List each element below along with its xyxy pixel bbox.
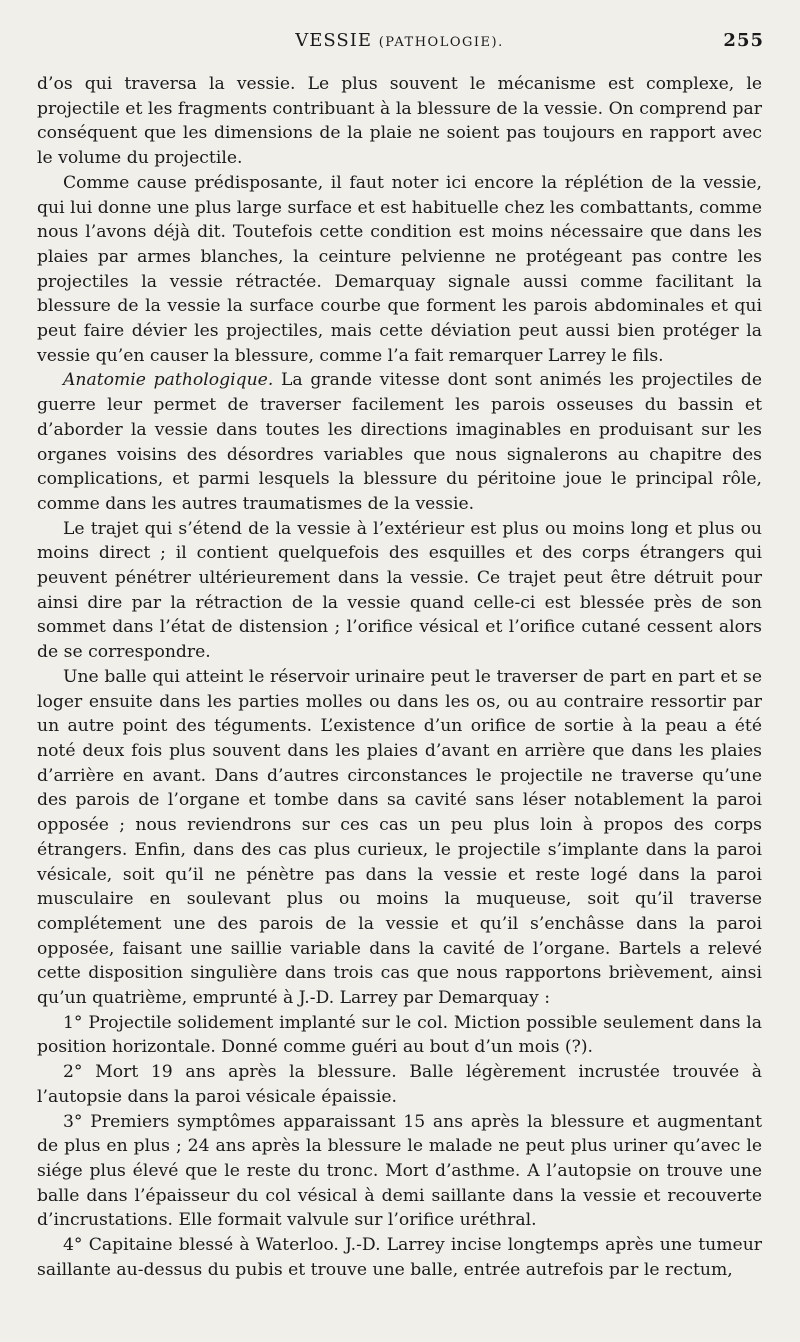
paragraph [37,171,762,369]
paragraph-text: Comme cause prédisposante, il faut noter ici encore la réplétion de la vessie, qui lui donne une plus large surface et est habituelle chez les combattants, comme nous l’avons déjà dit. Toutefois cette condition est moins nécessaire que dans les plaies par armes blanches, la ceinture pelvienne ne protégeant pas contre les projectiles la vessie rétractée. Demarquay signale aussi comme facilitant la blessure de la vessie la surface courbe que forment les parois abdominales et qui peut faire dévier les projectiles, mais cette déviation peut aussi bien protéger la vessie qu’en causer la blessure, comme l’a fait remarquer Larrey le fils. [37,172,762,366]
paragraph [37,665,762,1011]
running-head [37,30,762,54]
paragraph-text: 2° Mort 19 ans après la blessure. Balle légèrement incrustée trouvée à l’autopsie dans la paroi vésicale épaissie. [37,1062,762,1107]
paragraph-text: Une balle qui atteint le réservoir urinaire peut le traverser de part en part et se loger ensuite dans les parties molles ou dans les os, ou au contraire ressortir par un autre point des téguments. L’existence d’un orifice de sortie à la peau a été noté deux fois plus souvent dans les plaies d’avant en arrière que dans les plaies d’arrière en avant. Dans d’autres circonstances le projectile ne traverse qu’une des parois de l’organe et tombe dans sa cavité sans léser notablement la paroi opposée ; nous reviendrons sur ces cas un peu plus loin à propos des corps étrangers. Enfin, dans des cas plus curieux, le projectile s’implante dans la paroi vésicale, soit qu’il ne pénètre pas dans la vessie et reste logé dans la paroi musculaire en soulevant plus ou moins la muqueuse, soit qu’il traverse complétement une des parois de la vessie et qu’il s’enchâsse dans la paroi opposée, faisant une saillie variable dans la cavité de l’organe. Bartels a relevé cette disposition singulière dans trois cas que nous rapportons brièvement, ainsi qu’un quatrième, emprunté à J.-D. Larrey par Demarquay : [37,666,762,1009]
paragraph-text: La grande vitesse dont sont animés les projectiles de guerre leur permet de traverser facilement les parois osseuses du bassin et d’aborder la vessie dans toutes les directions imaginables en produisant sur les organes voisins des désordres variables que nous signalerons au chapitre des complications, et parmi lesquels la blessure du péritoine joue le principal rôle, comme dans les autres traumatismes de la vessie. [37,370,762,514]
paragraph [37,368,762,516]
paragraph-text: Le trajet qui s’étend de la vessie à l’extérieur est plus ou moins long et plus ou moins direct ; il contient quelquefois des esquilles et des corps étrangers qui peuvent pénétrer ultérieurement dans la vessie. Ce trajet peut être détruit pour ainsi dire par la rétraction de la vessie quand celle-ci est blessée près de son sommet dans l’état de distension ; l’orifice vésical et l’orifice cutané cessent alors de se correspondre. [37,518,762,663]
page-number: 255 [723,30,764,51]
body-text [37,72,762,1282]
paragraph-text: 4° Capitaine blessé à Waterloo. J.-D. Larrey incise longtemps après une tumeur saillante au-dessus du pubis et trouve une balle, entrée autrefois par le rectum, [37,1235,762,1280]
paragraph-text: 1° Projectile solidement implanté sur le col. Miction possible seulement dans la position horizontale. Donné comme guéri au bout d’un mois (?). [37,1012,762,1058]
running-title-subtitle: (PATHOLOGIE). [378,35,504,50]
case-item [37,1233,762,1282]
case-item [37,1060,762,1109]
paragraph-text: d’os qui traversa la vessie. Le plus souvent le mécanisme est complexe, le projectile et les fragments contribuant à la blessure de la vessie. On comprend par conséquent que les dimensions de la plaie ne soient pas toujours en rapport avec le volume du projectile. [37,74,762,169]
case-item [37,1011,762,1060]
case-item [37,1110,762,1234]
paragraph [37,72,762,171]
section-heading: Anatomie pathologique. [63,370,274,391]
paragraph-text: 3° Premiers symptômes apparaissant 15 ans après la blessure et augmentant de plus en plus ; 24 ans après la blessure le malade ne peut plus uriner qu’avec le siége plus élevé que le reste du tronc. Mort d’asthme. A l’autopsie on trouve une balle dans l’épaisseur du col vésical à demi saillante dans la vessie et recouverte d’incrustations. Elle formait valvule sur l’orifice uréthral. [37,1111,762,1231]
paragraph [37,517,762,665]
running-title [37,30,762,51]
running-title-main: VESSIE [295,30,372,51]
